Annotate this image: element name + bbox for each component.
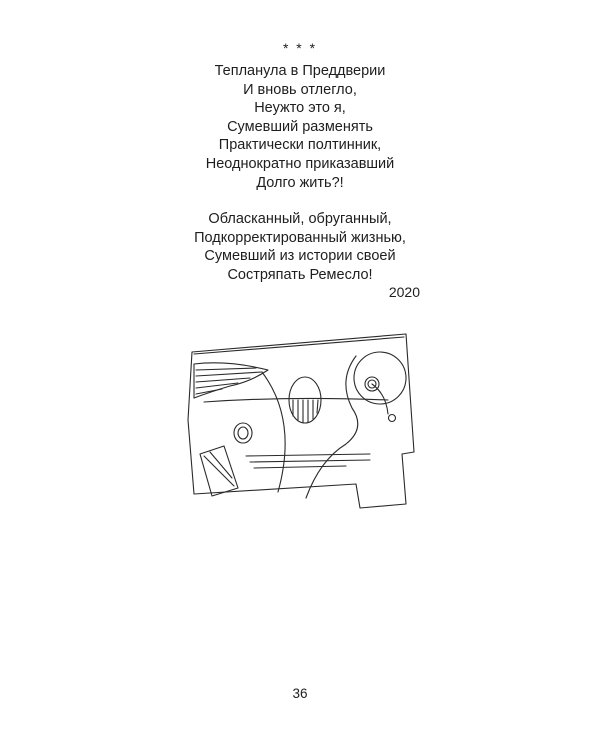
section-separator: * * * xyxy=(282,40,318,56)
poem-line: Состряпать Ремесло! xyxy=(227,266,373,283)
poem xyxy=(0,62,600,285)
sketch-face-curve xyxy=(306,356,358,498)
page-number: 36 xyxy=(292,686,308,701)
sketch-arc xyxy=(262,372,285,492)
sketch-frame-double xyxy=(194,337,404,354)
sketch-small-dot xyxy=(389,415,396,422)
poem-line: Тепланула в Преддверии xyxy=(214,63,386,79)
poem-year: 2020 xyxy=(388,284,420,300)
poem-line: Сумевший из истории своей xyxy=(204,248,396,265)
poem-line: Практически полтинник, xyxy=(218,137,382,154)
sketch-frame xyxy=(188,334,414,508)
poem-line: Неужто это я, xyxy=(254,100,346,117)
poem-line: Сумевший разменять xyxy=(227,118,373,135)
sketch-stripe xyxy=(254,466,346,468)
poem-line: Долго жить?! xyxy=(256,174,344,191)
sketch-stripe xyxy=(250,460,370,462)
poem-stanza-2 xyxy=(0,210,600,284)
poem-line: Обласканный, обруганный, xyxy=(208,211,392,228)
poem-line: Подкорректированный жизнью, xyxy=(194,229,406,246)
sketch-stripe xyxy=(246,454,370,456)
sketch-large-circle xyxy=(354,352,406,404)
abstract-sketch-illustration xyxy=(170,320,440,520)
poem-line: И вновь отлегло, xyxy=(243,81,357,98)
poem-stanza-1 xyxy=(0,62,600,192)
sketch-small-ring xyxy=(234,423,252,443)
poem-line: Неоднократно приказавший xyxy=(205,155,395,172)
sketch-hatched-circle xyxy=(289,377,321,423)
sketch-horizon-line xyxy=(204,398,388,402)
